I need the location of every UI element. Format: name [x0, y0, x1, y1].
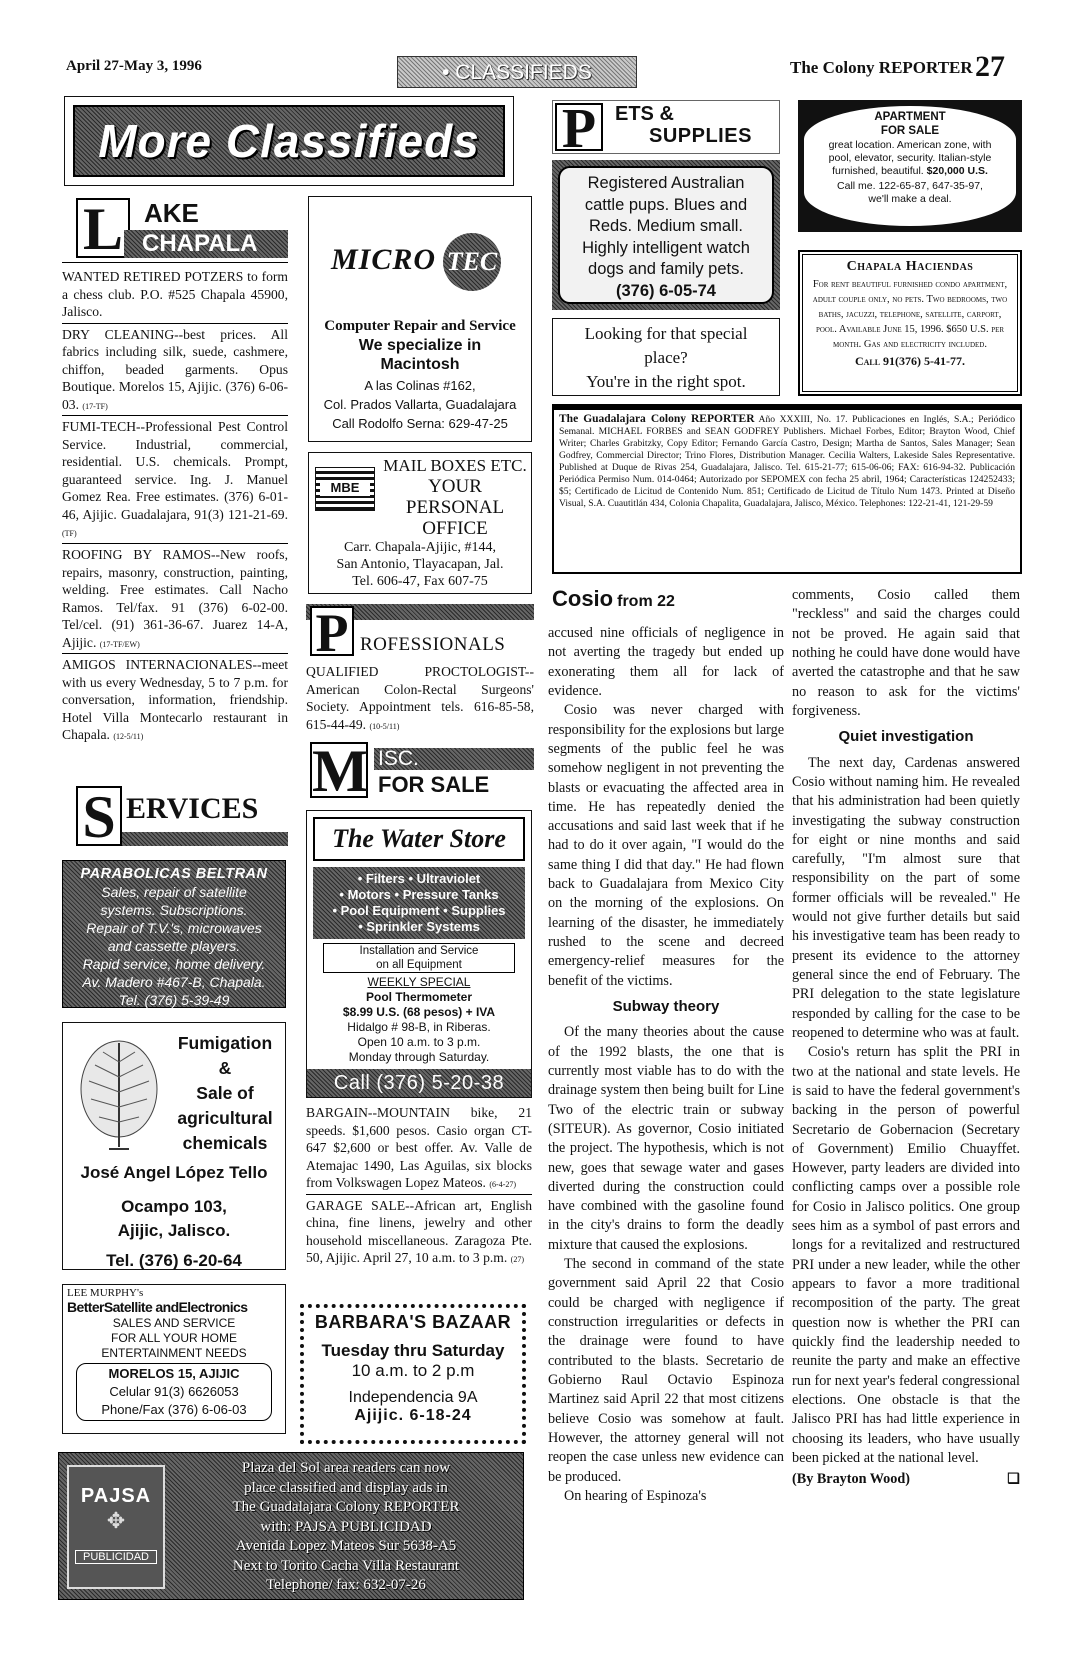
classified-code: (27) [510, 1255, 524, 1265]
mbe-ad [308, 452, 532, 594]
lake-chapala-heading [62, 198, 288, 260]
list-item [62, 656, 288, 744]
fumigation-phone: Tel. (376) 6-20-64 [106, 1251, 242, 1270]
water-items: • Motors • Pressure Tanks [339, 887, 499, 902]
water-store-ad [306, 810, 532, 1098]
classified-code: (12-5/11) [113, 732, 144, 742]
misc-heading [306, 738, 534, 804]
pets-line: Highly intelligent watch [582, 238, 750, 257]
pajsa-line: The Guadalajara Colony REPORTER [232, 1499, 460, 1515]
list-item [306, 1104, 532, 1192]
paper-name: The Colony REPORTER [790, 58, 973, 77]
pets-initial: P [555, 103, 603, 151]
lake-line1: AKE [144, 198, 199, 228]
pets-heading [552, 98, 780, 160]
article-col2 [792, 586, 1020, 1489]
classified-code: (10-5/11) [369, 721, 400, 731]
masthead-box [552, 404, 1022, 574]
mbe-a2: San Antonio, Tlayacapan, Jal. [336, 557, 504, 572]
classified-text: FUMI-TECH--Professional Pest Control Service. Industrial, commercial, residential. U.S. chemicals. Prompt, guaranteed service. Ing. J. Manuel Gomez Rea. Free estimates. (376) 6-01-46, Ajijic. Guadalajara, 91(3) 121-21-69. [62, 419, 288, 522]
looking-ad [552, 318, 780, 396]
classified-text: BARGAIN--MOUNTAIN bike, 21 speeds. $1,600 pesos. Casio organ CT-647 $2,600 or best offer. Av. Valle de Atemajac 1490, Las Aguilas, six blocks from Volkswagen Lopez Mateos. [306, 1105, 532, 1191]
list-item [62, 418, 288, 541]
water-days: Monday through Saturday. [348, 1050, 490, 1064]
parabolicas-line: Tel. (376) 5-39-49 [118, 992, 230, 1008]
pajsa-line: Plaza del Sol area readers can now [241, 1460, 451, 1476]
murphy-ad [62, 1284, 286, 1434]
water-address: Hidalgo # 98-B, in Riberas. [347, 1020, 491, 1034]
barbara-address: Independencia 9A [348, 1389, 478, 1406]
article-paragraph: The next day, Cardenas answered Cosio without naming him. He revealed that his administration had been quietly investigating the subway construction for eight or nine months and said carefully, "I'm almost sure that responsibility on the part of some former officials will be revealed." He would not give further details but said his investigative team has been ready to present its evidence to the attorney general since the end of February. The PRI delegation to the state legislature responded by calling for the case to be reopened to determine who was at fault. [792, 754, 1020, 1041]
subhead-subway: Subway theory [612, 997, 720, 1015]
apartment-deal: we'll make a deal. [868, 193, 952, 205]
pajsa-line: Next to Torito Cacha Villa Restaurant [232, 1557, 460, 1574]
section-text: • CLASSIFIEDS [442, 61, 592, 84]
pajsa-ad [58, 1452, 524, 1600]
classified-text: WANTED RETIRED POTZERS to form a chess club. P.O. #525 Chapala 45900, Jalisco. [62, 269, 288, 320]
pets-phone: (376) 6-05-74 [616, 281, 716, 300]
murphy-line: ENTERTAINMENT NEEDS [101, 1346, 247, 1360]
water-price: $8.99 U.S. (68 pesos) + IVA [342, 1005, 496, 1019]
pets-line1: ETS & [615, 103, 674, 125]
microtec-l2: We specialize in [358, 337, 482, 354]
professionals-list [306, 663, 534, 735]
article-byline: (By Brayton Wood) [792, 1471, 910, 1488]
parabolicas-title: PARABOLICAS BELTRAN [80, 866, 268, 882]
mbe-title: MAIL BOXES ETC. [383, 456, 527, 475]
barbara-hours: 10 a.m. to 2 p.m [351, 1361, 475, 1380]
article-col1 [548, 624, 784, 1506]
murphy-line: SALES AND SERVICE [112, 1316, 236, 1330]
pets-line2: SUPPLIES [649, 125, 752, 147]
murphy-fax: Phone/Fax (376) 6-06-03 [101, 1402, 247, 1417]
haciendas-call: Call 91(376) 5-41-77. [854, 354, 966, 368]
parabolicas-line: systems. Subscriptions. [100, 902, 248, 918]
microtec-logo-b: TEC [443, 233, 501, 291]
fumigation-ad [62, 1022, 286, 1270]
mbe-logo-text: MBE [320, 480, 370, 496]
mbe-a3: Tel. 606-47, Fax 607-75 [352, 574, 488, 589]
lake-ads-list [62, 268, 288, 746]
list-item [306, 663, 534, 733]
water-items: • Sprinkler Systems [358, 919, 480, 934]
water-special: WEEKLY SPECIAL [367, 975, 471, 989]
classified-code: (TF) [62, 529, 77, 539]
microtec-logo-a: MICRO [331, 243, 437, 276]
fumigation-line: Sale of [196, 1083, 254, 1103]
article-paragraph: Cosio's return has split the PRI in two at the national and state levels. He is said to have the federal government's backing in the person of powerful Secretario de Gobernacion (Secretary of Government) Emilio Chuayffet. However, party leaders are divided into conflicting camps over a possible role for Cosio in Jalisco politics. One group sees him as a symbol of past errors and longs for a revitalized and restructured PRI under a new leader, while the other appears to favor a more traditional recomposition of the party. The great question now is whether the PRI can quickly find the leadership needed to reunite the party and make an effective run for next year's federal congressional elections. One obstacle is that the Jalisco PRI has had little experience in choosing its leaders, who have usually been picked at the national level. [792, 1044, 1020, 1466]
parabolicas-line: Repair of T.V.'s, microwaves [86, 920, 262, 936]
classified-code: (17-TF) [82, 401, 108, 411]
water-items: • Pool Equipment • Supplies [332, 903, 506, 918]
microtec-l6: Call Rodolfo Serna: 629-47-25 [332, 416, 508, 431]
article-paragraph: accused nine officials of negligence in not averting the tragedy but ended up exonerating them all for lack of evidence. [548, 625, 784, 699]
microtec-l1: Computer Repair and Service [324, 318, 516, 334]
pets-line: Reds. Medium small. [588, 217, 744, 235]
water-items: • Filters • Ultraviolet [357, 871, 481, 886]
article-paragraph: The second in command of the state government said April 22 that Cosio could be charged with negligence if construction irregularities or defects in the drainage were found to have contributed to the blasts. Secretario de Gobierno Raul Octavio Espinoza Martinez said April 22 that most citizens believe Cosio was somehow at fault. However, the attorney general will not reopen the case unless new evidence can be produced. [548, 1256, 784, 1485]
barbara-days: Tuesday thru Saturday [321, 1341, 505, 1360]
water-title: The Water Store [313, 817, 525, 861]
banner-title: More Classifieds [98, 115, 480, 167]
murphy-small: LEE MURPHY's [67, 1287, 144, 1299]
services-heading [62, 786, 288, 850]
water-product: Pool Thermometer [365, 990, 473, 1004]
parabolicas-line: Rapid service, home delivery. [82, 956, 266, 972]
pajsa-logo-sub: PUBLICIDAD [75, 1550, 157, 1564]
classified-text: DRY CLEANING--best prices. All fabrics including silk, suede, cashmere, chiffon, beaded garments. Opus Boutique. Morelos 15, Ajijic. (376) 6-06-03. [62, 326, 288, 412]
pajsa-logo-text: PAJSA [80, 1485, 152, 1507]
water-call: Call (376) 5-20-38 [307, 1069, 531, 1097]
pets-line: dogs and family pets. [588, 260, 744, 278]
pajsa-logo-glyph: ✥ [106, 1508, 126, 1533]
section-label [397, 56, 637, 88]
water-install: Installation and Service [359, 945, 479, 957]
water-install: on all Equipment [376, 959, 462, 971]
services-rest: ERVICES [126, 792, 259, 825]
fumigation-line: & [218, 1058, 232, 1078]
pajsa-line: with: PAJSA PUBLICIDAD [260, 1518, 432, 1535]
pets-line: Registered Australian [587, 174, 745, 192]
looking-l1: Looking for that special [584, 324, 748, 343]
classified-text: QUALIFIED PROCTOLOGIST--American Colon-Rectal Surgeons' Society. Appointment tels. 616-85-58, 615-44-49. [306, 664, 534, 732]
barbara-title: BARBARA'S BAZAAR [314, 1312, 512, 1332]
microtec-l4: A las Colinas #162, [364, 378, 476, 393]
fumigation-name: José Angel López Tello [80, 1163, 268, 1182]
services-initial: S [76, 786, 122, 846]
fumigation-line: chemicals [182, 1133, 268, 1153]
microtec-l3: Macintosh [380, 356, 460, 373]
article-paragraph: comments, Cosio called them "reckless" and said the charges could not be proved. He again said that nothing he could have done would have averted the catastrophe and that he saw no reason to ask for the victims' forgiveness. [792, 587, 1020, 719]
parabolicas-line: and cassette players. [107, 938, 241, 954]
murphy-name: BetterSatellite andElectronics [67, 1299, 248, 1315]
murphy-address: MORELOS 15, AJIJIC [108, 1366, 240, 1381]
murphy-line: FOR ALL YOUR HOME [110, 1331, 238, 1345]
looking-l2: place? [644, 348, 688, 367]
mbe-a1: Carr. Chapala-Ajijic, #144, [343, 540, 497, 555]
fumigation-address1: Ocampo 103, [121, 1197, 227, 1216]
lake-line2: CHAPALA [124, 230, 288, 258]
mbe-l4: OFFICE [422, 518, 488, 539]
barbara-ad [300, 1304, 526, 1444]
mbe-l3: PERSONAL [405, 497, 505, 518]
microtec-logo [331, 233, 511, 291]
murphy-cel: Celular 91(3) 6626053 [109, 1384, 239, 1399]
apartment-ad [798, 100, 1022, 232]
classified-code: (17-TF/EW) [99, 639, 140, 649]
classified-text: ROOFING BY RAMOS--New roofs, repairs, masonry, construction, painting, welding. Free estimates. Call Nacho Ramos. Tel/fax. 91 (376) 6-02-00. Tel/cel. (91) 361-36-67. Juarez 14-A, Ajijic. [62, 546, 288, 650]
misc-line2: FOR SALE [378, 772, 490, 797]
apartment-call: Call me. 122-65-87, 647-35-97, [837, 180, 983, 192]
parabolicas-line: Av. Madero #467-B, Chapala. [82, 974, 266, 990]
professionals-initial: P [310, 606, 354, 656]
banner-frame [64, 96, 514, 186]
professionals-rest: ROFESSIONALS [360, 634, 506, 655]
lake-initial: L [76, 198, 130, 258]
apartment-body: great location. American zone, with pool, elevator, security. Italian-style furnished, beautiful. [828, 139, 992, 177]
pajsa-line: Avenida Lopez Mateos Sur 5638-A5 [235, 1538, 457, 1554]
classified-text: GARAGE SALE--African art, English china, fine linens, jewelry and other household miscellaneous. Zaragoza Pte. 50, Ajijic. April 27, 10 a.m. to 3 p.m. [306, 1197, 532, 1266]
end-mark-icon: ❑ [1007, 1471, 1020, 1488]
haciendas-title: Chapala Haciendas [846, 259, 974, 274]
masthead-title: The Guadalajara Colony REPORTER [559, 413, 755, 425]
article-headline: Cosio [552, 586, 614, 611]
misc-ads-list [306, 1104, 532, 1269]
apartment-title1: APARTMENT [874, 111, 946, 123]
pets-ad-frame [552, 160, 780, 310]
pajsa-line: place classified and display ads in [244, 1479, 448, 1496]
barbara-phone: Ajijic. 6-18-24 [354, 1407, 472, 1424]
list-item [62, 546, 288, 651]
classified-code: (6-4-27) [489, 1180, 517, 1190]
fumigation-line: Fumigation [177, 1033, 273, 1053]
masthead-body: Año XXXIII, No. 17. Publicaciones en Inglés, S.A.; Periódico Semanal. MICHAEL FORBES and SEAN GODFREY Publishers. Michael Forbes, Editor; Brayton Wood, Chief Writer; Charles Grabitzky, Copy Editor; Fernando García Castro, Design; Martha de Santos, Sales Manager; Sean Godfrey, Commercial Director; Trino Flores, Distribution Manager. Cecilia Walters, Lakeside Sales Representative. Published at Duque de Rivas 254, Guadalajara, Jalisco. Tel. 615-21-77; 615-06-06; FAX: 616-94-32. Publicación Periódica Permiso Num. 014-0464; Autorizado por SEPOMEX con fecha 25 abril, 1964; Características 124252433; $5; Certificado de Licitud de Contenido Num. 851; Certificado de Licitud de Título Num 1473. Printed at Diseño Visual, S.A. Cuautitlán 434, Colonia Chapalita, Guadalajara, Jalisco, México. Telephones: 122-21-41, 121-29-59 [559, 414, 1015, 509]
misc-line1: ISC. [374, 748, 534, 770]
mbe-l2: YOUR [428, 476, 482, 497]
fumigation-line: agricultural [177, 1108, 273, 1128]
classified-text: AMIGOS INTERNACIONALES--meet with us every Wednesday, 5 to 7 p.m. for conversation, information, friendship. Hotel Villa Montecarlo restaurant in Chapala. [62, 657, 288, 743]
microtec-ad [308, 196, 532, 442]
misc-initial: M [312, 738, 369, 804]
issue-date: April 27-May 3, 1996 [66, 58, 202, 74]
water-hours: Open 10 a.m. to 3 p.m. [357, 1035, 481, 1049]
parabolicas-ad [62, 860, 286, 1008]
subhead-quiet: Quiet investigation [838, 728, 974, 746]
fumigation-address2: Ajijic, Jalisco. [117, 1221, 231, 1240]
parabolicas-line: Sales, repair of satellite [101, 884, 247, 900]
pajsa-logo [67, 1465, 165, 1589]
list-item [62, 326, 288, 414]
haciendas-ad [798, 250, 1022, 396]
haciendas-body: For rent beautiful furnished condo apartment, adult couple only, no pets. Two bedrooms, two baths, jacuzzi, telephone, satellite, carport, pool. Available June 15, 1996. $650 U.S. per month. Gas and electricity included. [812, 279, 1008, 350]
apartment-title2: FOR SALE [880, 125, 940, 137]
microtec-l5: Col. Prados Vallarta, Guadalajara [323, 397, 517, 412]
page-number: 27 [975, 50, 1005, 83]
pets-line: cattle pups. Blues and [584, 195, 748, 214]
pets-ad [558, 166, 774, 304]
article-paragraph: Of the many theories about the cause of the 1992 blasts, the one that is currently most viable has to do with the drainage system then being built for Line Two of the electric train or subway (SITEUR). As governor, Cosio initiated the project. The hypothesis, which is not new, goes that sewage water and gases diverted during the construction could have combined with the gasoline found in the city's drains to form the deadly mixture that caused the explosions. [548, 1024, 784, 1253]
apartment-price: $20,000 U.S. [926, 165, 988, 177]
article-jump: from 22 [617, 593, 675, 610]
article-heading [552, 586, 788, 612]
tree-icon [73, 1037, 165, 1157]
looking-l3: You're in the right spot. [586, 372, 746, 391]
mbe-logo [315, 467, 375, 511]
article-paragraph: Cosio was never charged with responsibility for the explosions but large segments of the public feel he was somehow negligent in not preventing the blasts or evacuating the affected area in time. He has repeatedly denied the accusations and said last week that if he had to do it over again, "I would do the same thing I did that day." He had flown back to Guadalajara from Mexico City on the morning of the explosions. On learning of the disaster, he immediately rushed to the scene and decreed emergency-relief measures for the benefit of the victims. [548, 702, 784, 989]
list-item [62, 268, 288, 321]
article-paragraph: On hearing of Espinoza's [564, 1487, 707, 1504]
pajsa-line: Telephone/ fax: 632-07-26 [266, 1577, 426, 1593]
list-item [306, 1197, 532, 1267]
professionals-heading [306, 603, 534, 663]
